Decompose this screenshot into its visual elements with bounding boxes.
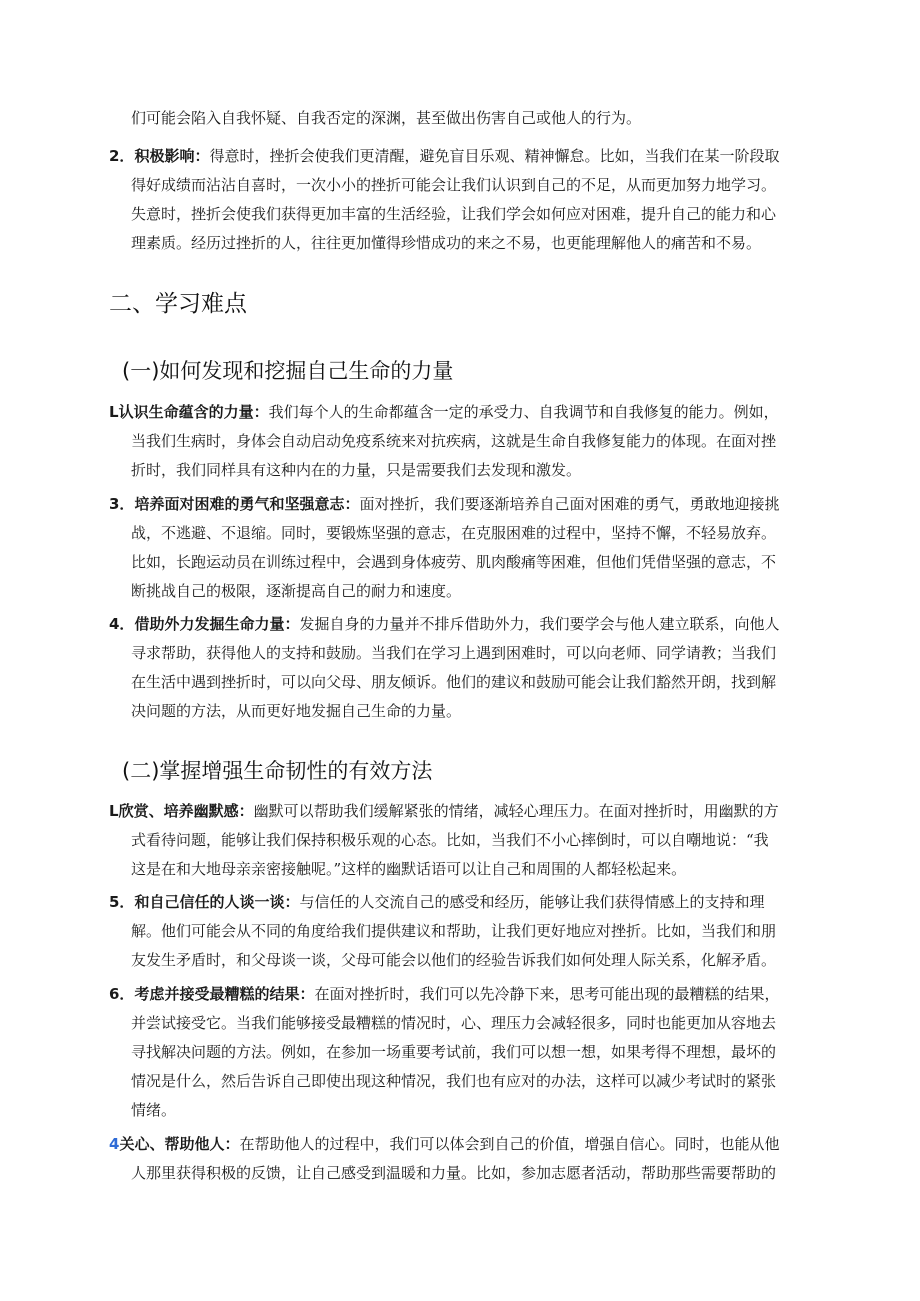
section-title: 二、学习难点	[109, 291, 247, 317]
list-heading: 培养面对困难的勇气和坚强意志：	[134, 495, 360, 513]
list-number: 4．	[109, 615, 135, 633]
text-line: 友发生矛盾时，和父母谈一谈，父母可能会以他们的经验告诉我们如何处理人际关系，化解矛盾。	[131, 951, 777, 969]
text-line: 在生活中遇到挫折时，可以向父母、朋友倾诉。他们的建议和鼓励可能会让我们豁然开朗，找到解	[131, 673, 777, 691]
text-line: 面对挫折，我们要逐渐培养自己面对困难的勇气，勇敢地迎接挑	[359, 495, 780, 513]
list-number: 4	[109, 1135, 120, 1153]
text-line: 当我们生病时，身体会自动启动免疫系统来对抗疾病，这就是生命自我修复能力的体现。在面对挫	[131, 432, 777, 450]
list-item-humor	[109, 797, 799, 884]
text-line: 在帮助他人的过程中，我们可以体会到自己的价值，增强自信心。同时，也能从他	[239, 1135, 780, 1153]
text-line: 并尝试接受它。当我们能够接受最糟糕的情况时，心、理压力会减轻很多，同时也能更加从容地去	[131, 1014, 777, 1032]
list-number: L	[109, 403, 119, 421]
text-line: 失意时，挫折会使我们获得更加丰富的生活经验，让我们学会如何应对困难，提升自己的能力和心	[131, 205, 777, 223]
list-item-positive-impact	[109, 142, 799, 258]
list-heading: 欣赏、培养幽默感：	[118, 802, 254, 820]
paragraph-continuation	[109, 104, 799, 133]
subsection-title: (一)如何发现和挖掘自己生命的力量	[122, 359, 454, 383]
text-line: 得好成绩而沾沾自喜时，一次小小的挫折可能会让我们认识到自己的不足，从而更加努力地学习。	[131, 176, 777, 194]
text-line: 解。他们可能会从不同的角度给我们提供建议和帮助，让我们更好地应对挫折。比如，当我们和朋	[131, 922, 777, 940]
list-number: 3．	[109, 495, 135, 513]
text-line: 这是在和大地母亲亲密接触呢。”这样的幽默话语可以让自己和周围的人都轻松起来。	[131, 860, 687, 878]
list-number: 5．	[109, 893, 135, 911]
text-line: 断挑战自己的极限，逐渐提高自己的耐力和速度。	[131, 582, 462, 600]
list-item-external-help	[109, 610, 799, 726]
text-line: 理素质。经历过挫折的人，往往更加懂得珍惜成功的来之不易，也更能理解他人的痛苦和不易。	[131, 234, 762, 252]
list-item-courage-willpower	[109, 490, 799, 606]
list-heading: 借助外力发掘生命力量：	[134, 615, 300, 633]
subsection-title: (二)掌握增强生命韧性的有效方法	[122, 759, 433, 783]
list-item-talk-trusted	[109, 888, 799, 975]
list-heading: 认识生命蕴含的力量：	[118, 403, 269, 421]
list-heading: 和自己信任的人谈一谈：	[134, 893, 300, 911]
text-line: 寻找解决问题的方法。例如，在参加一场重要考试前，我们可以想一想，如果考得不理想，最坏的	[131, 1043, 777, 1061]
text-line: 折时，我们同样具有这种内在的力量，只是需要我们去发现和激发。	[131, 461, 582, 479]
text-line: 发掘自身的力量并不排斥借助外力，我们要学会与他人建立联系，向他人	[299, 615, 780, 633]
list-item-worst-case	[109, 980, 799, 1125]
list-heading: 考虑并接受最糟糕的结果：	[134, 985, 315, 1003]
text-line: 们可能会陷入自我怀疑、自我否定的深渊，甚至做出伤害自己或他人的行为。	[131, 109, 642, 127]
text-line: 决问题的方法，从而更好地发掘自己生命的力量。	[131, 702, 462, 720]
list-number: L	[109, 802, 119, 820]
text-line: 情绪。	[131, 1101, 177, 1119]
list-heading: 关心、帮助他人：	[119, 1135, 240, 1153]
text-line: 战，不逃避、不退缩。同时，要锻炼坚强的意志，在克服困难的过程中，坚持不懈，不轻易放弃。	[131, 524, 777, 542]
text-line: 与信任的人交流自己的感受和经历，能够让我们获得情感上的支持和理	[299, 893, 765, 911]
text-line: 寻求帮助，获得他人的支持和鼓励。当我们在学习上遇到困难时，可以向老师、同学请教；当我们	[131, 644, 777, 662]
list-heading: 积极影响：	[134, 147, 210, 165]
text-line: 得意时，挫折会使我们更清醒，避免盲目乐观、精神懈怠。比如，当我们在某一阶段取	[209, 147, 780, 165]
text-line: 幽默可以帮助我们缓解紧张的情绪，减轻心理压力。在面对挫折时，用幽默的方	[253, 802, 779, 820]
list-item-help-others	[109, 1130, 799, 1188]
list-item-recognize-power	[109, 398, 799, 485]
text-line: 情况是什么，然后告诉自己即使出现这种情况，我们也有应对的办法，这样可以减少考试时的紧张	[131, 1072, 777, 1090]
text-line: 我们每个人的生命都蕴含一定的承受力、自我调节和自我修复的能力。例如，	[268, 403, 779, 421]
text-line: 人那里获得积极的反馈，让自己感受到温暖和力量。比如，参加志愿者活动，帮助那些需要帮助的	[131, 1164, 777, 1182]
text-line: 在面对挫折时，我们可以先冷静下来，思考可能出现的最糟糕的结果，	[314, 985, 780, 1003]
text-line: 式看待问题，能够让我们保持积极乐观的心态。比如，当我们不小心摔倒时，可以自嘲地说：“我	[131, 831, 769, 849]
text-line: 比如，长跑运动员在训练过程中，会遇到身体疲劳、肌肉酸痛等困难，但他们凭借坚强的意志，不	[131, 553, 777, 571]
list-number: 2．	[109, 147, 135, 165]
list-number: 6．	[109, 985, 135, 1003]
